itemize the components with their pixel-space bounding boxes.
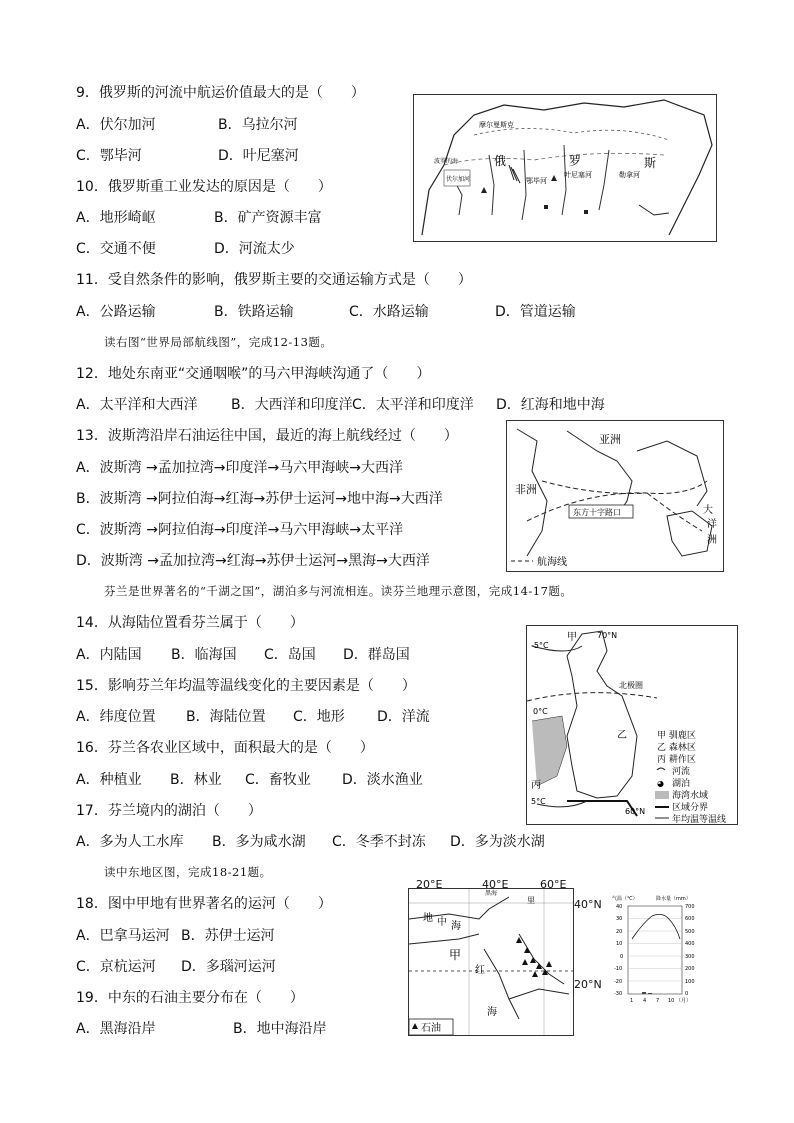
legend-item-5: 海湾水域 bbox=[672, 791, 709, 801]
label-crossroads: 东方十字路口 bbox=[573, 508, 621, 517]
q12-stem: 12．地处东南亚“交通咽喉”的马六甲海峡沟通了（ ） bbox=[76, 366, 431, 382]
label-yenisei: 叶尼塞河 bbox=[564, 171, 592, 179]
q11-stem: 11．受自然条件的影响，俄罗斯主要的交通运输方式是（ ） bbox=[76, 272, 472, 288]
temperature-curve bbox=[632, 914, 680, 939]
label-t-0: 0°C bbox=[533, 707, 548, 716]
label-lat60: 60°N bbox=[625, 807, 646, 816]
q14-option-c: C．岛国 bbox=[264, 647, 316, 663]
label-lat40: 40°N bbox=[574, 898, 602, 911]
q12-option-b: B．大西洋和印度洋 bbox=[231, 397, 353, 413]
month-tick-3: 10 bbox=[668, 998, 675, 1004]
label-ob: 鄂毕河 bbox=[526, 177, 547, 185]
climate-precip-label: 降水量（mm） bbox=[656, 896, 691, 902]
q9-stem: 9．俄罗斯的河流中航运价值最大的是（ ） bbox=[76, 85, 365, 101]
temp-tick-1: 30 bbox=[616, 916, 623, 922]
precip-tick-2: 500 bbox=[685, 929, 695, 935]
legend-item-1: 乙 森林区 bbox=[657, 743, 696, 753]
label-med-2: 中 bbox=[437, 917, 447, 928]
label-bing: 丙 bbox=[531, 780, 541, 791]
label-lat20: 20°N bbox=[574, 978, 602, 991]
q17-option-a: A．多为人工水库 bbox=[76, 834, 184, 850]
q16-option-d: D．淡水渔业 bbox=[342, 772, 423, 788]
q13-option-c: C．波斯湾 →阿拉伯海→印度洋→马六甲海峡→太平洋 bbox=[76, 522, 404, 538]
q13-option-d: D．波斯湾 →孟加拉湾→红海→苏伊士运河→黑海→大西洋 bbox=[76, 553, 430, 569]
q9-option-a: A．伏尔加河 bbox=[76, 117, 156, 133]
instruction-14-17: 芬兰是世界著名的“千湖之国”，湖泊多与河流相连。读芬兰地理示意图，完成14-17题。 bbox=[104, 584, 573, 598]
q11-option-b: B．铁路运输 bbox=[214, 304, 294, 320]
month-tick-2: 7 bbox=[656, 998, 660, 1004]
mideast-map bbox=[408, 888, 574, 1036]
label-africa: 非洲 bbox=[515, 483, 537, 496]
legend-item-6: 区域分界 bbox=[672, 803, 709, 813]
precip-tick-0: 700 bbox=[685, 904, 695, 910]
q18-option-a: A．巴拿马运河 bbox=[76, 928, 170, 944]
q15-option-a: A．纬度位置 bbox=[76, 709, 156, 725]
q18-option-d: D．多瑙河运河 bbox=[181, 959, 276, 975]
label-med-1: 地 bbox=[423, 913, 433, 924]
russia-map bbox=[413, 94, 717, 242]
label-red-2: 海 bbox=[487, 1007, 497, 1018]
precip-bar bbox=[642, 992, 646, 994]
label-jia: 甲 bbox=[449, 948, 462, 962]
instruction-12-13: 读右图“世界局部航线图”，完成12-13题。 bbox=[104, 335, 333, 349]
q14-option-b: B．临海国 bbox=[171, 647, 237, 663]
month-tick-0: 1 bbox=[630, 998, 634, 1004]
legend-oil: 石油 bbox=[421, 1023, 441, 1034]
label-arctic: 北极圈 bbox=[619, 681, 643, 690]
label-oceania-3: 洲 bbox=[707, 535, 717, 546]
q11-option-a: A．公路运输 bbox=[76, 304, 156, 320]
q12-option-d: D．红海和地中海 bbox=[496, 397, 605, 413]
q15-stem: 15．影响芬兰年均温等温线变化的主要因素是（ ） bbox=[76, 678, 416, 694]
q11-option-d: D．管道运输 bbox=[495, 304, 576, 320]
precip-tick-7: 0 bbox=[685, 991, 689, 997]
temp-tick-6: -20 bbox=[614, 979, 623, 985]
temp-tick-7: -30 bbox=[614, 991, 623, 997]
label-red-1: 红 bbox=[475, 965, 485, 976]
legend-item-0: 甲 驯鹿区 bbox=[657, 731, 696, 741]
q16-stem: 16．芬兰各农业区域中，面积最大的是（ ） bbox=[76, 740, 374, 756]
label-caspian: 里 bbox=[527, 896, 535, 905]
q13-option-a: A．波斯湾 →孟加拉湾→印度洋→马六甲海峡→大西洋 bbox=[76, 460, 403, 476]
precip-tick-4: 300 bbox=[685, 954, 695, 960]
q11-option-c: C．水路运输 bbox=[349, 304, 429, 320]
q10-option-c: C．交通不便 bbox=[76, 241, 156, 257]
legend-item-7: 年均温等温线 bbox=[672, 815, 727, 824]
label-murmansk: 摩尔曼斯克 bbox=[479, 121, 514, 129]
q9-option-b: B．乌拉尔河 bbox=[218, 117, 298, 133]
label-oceania-1: 大 bbox=[703, 505, 713, 516]
temp-tick-4: 0 bbox=[620, 954, 624, 960]
q19-stem: 19．中东的石油主要分布在（ ） bbox=[76, 990, 304, 1006]
finland-map bbox=[526, 625, 738, 825]
q18-option-c: C．京杭运河 bbox=[76, 959, 156, 975]
month-tick-4: （月） bbox=[676, 998, 692, 1004]
svg-text:◕: ◕ bbox=[657, 779, 664, 788]
precip-tick-3: 400 bbox=[685, 941, 695, 947]
label-lon40: 40°E bbox=[482, 878, 509, 891]
q9-option-d: D．叶尼塞河 bbox=[218, 148, 299, 164]
legend-item-4: 湖泊 bbox=[672, 779, 691, 789]
climate-chart bbox=[612, 894, 704, 1006]
label-asia: 亚洲 bbox=[599, 433, 621, 446]
label-baltic: 波罗的海 bbox=[434, 158, 459, 165]
q16-option-b: B．林业 bbox=[170, 772, 222, 788]
q14-option-a: A．内陆国 bbox=[76, 647, 142, 663]
precip-tick-1: 600 bbox=[685, 916, 695, 922]
q10-option-b: B．矿产资源丰富 bbox=[214, 210, 322, 226]
label-lat70: 70°N bbox=[597, 631, 618, 640]
q17-option-c: C．冬季不封冻 bbox=[332, 834, 426, 850]
q9-option-c: C．鄂毕河 bbox=[76, 148, 142, 164]
q14-option-d: D．群岛国 bbox=[343, 647, 410, 663]
q19-option-a: A．黑海沿岸 bbox=[76, 1021, 156, 1037]
legend-item-3: 河流 bbox=[672, 767, 691, 777]
precip-tick-6: 100 bbox=[685, 979, 695, 985]
q13-option-b: B．波斯湾 →阿拉伯海→红海→苏伊士运河→地中海→大西洋 bbox=[76, 491, 443, 507]
label-yi: 乙 bbox=[617, 730, 627, 741]
q17-stem: 17．芬兰境内的湖泊（ ） bbox=[76, 803, 262, 819]
label-oceania-2: 洋 bbox=[707, 519, 717, 530]
temp-tick-3: 10 bbox=[616, 941, 623, 947]
label-si: 斯 bbox=[644, 156, 657, 170]
q12-option-c: C．太平洋和印度洋 bbox=[352, 397, 474, 413]
q12-option-a: A．太平洋和大西洋 bbox=[76, 397, 198, 413]
label-lon20: 20°E bbox=[416, 878, 443, 891]
q16-option-c: C．畜牧业 bbox=[245, 772, 311, 788]
q10-option-a: A．地形崎岖 bbox=[76, 210, 156, 226]
label-t-minus5: -5°C bbox=[531, 641, 549, 650]
label-e: 俄 bbox=[494, 154, 507, 168]
q19-option-b: B．地中海沿岸 bbox=[233, 1021, 327, 1037]
label-t-5: 5°C bbox=[531, 797, 546, 806]
q10-stem: 10．俄罗斯重工业发达的原因是（ ） bbox=[76, 179, 332, 195]
label-jia: 甲 bbox=[567, 632, 577, 643]
label-volga: 伏尔加河 bbox=[446, 176, 471, 183]
q10-option-d: D．河流太少 bbox=[214, 241, 295, 257]
label-lon60: 60°E bbox=[540, 878, 567, 891]
temp-tick-0: 40 bbox=[616, 904, 623, 910]
q15-option-d: D．洋流 bbox=[377, 709, 430, 725]
q18-stem: 18．图中甲地有世界著名的运河（ ） bbox=[76, 896, 332, 912]
q16-option-a: A．种植业 bbox=[76, 772, 142, 788]
q15-option-c: C．地形 bbox=[293, 709, 345, 725]
route-map bbox=[506, 420, 724, 572]
label-luo: 罗 bbox=[569, 154, 582, 168]
label-lena: 勒拿河 bbox=[619, 171, 640, 179]
label-black-sea: 黑海 bbox=[485, 890, 498, 897]
instruction-18-21: 读中东地区图，完成18-21题。 bbox=[104, 865, 272, 879]
climate-temp-label: 气温（℃） bbox=[612, 896, 638, 902]
q15-option-b: B．海陆位置 bbox=[186, 709, 266, 725]
legend-route: 航海线 bbox=[537, 557, 567, 568]
q17-option-d: D．多为淡水湖 bbox=[450, 834, 545, 850]
precip-bar bbox=[648, 993, 652, 994]
temp-tick-2: 20 bbox=[616, 929, 623, 935]
label-med-3: 海 bbox=[451, 921, 461, 932]
legend-item-2: 丙 耕作区 bbox=[657, 755, 696, 765]
q14-stem: 14．从海陆位置看芬兰属于（ ） bbox=[76, 615, 304, 631]
q17-option-b: B．多为咸水湖 bbox=[212, 834, 306, 850]
q18-option-b: B．苏伊士运河 bbox=[181, 928, 275, 944]
precip-tick-5: 200 bbox=[685, 966, 695, 972]
q13-stem: 13．波斯湾沿岸石油运往中国，最近的海上航线经过（ ） bbox=[76, 428, 458, 444]
temp-tick-5: -10 bbox=[614, 966, 623, 972]
month-tick-1: 4 bbox=[643, 998, 647, 1004]
